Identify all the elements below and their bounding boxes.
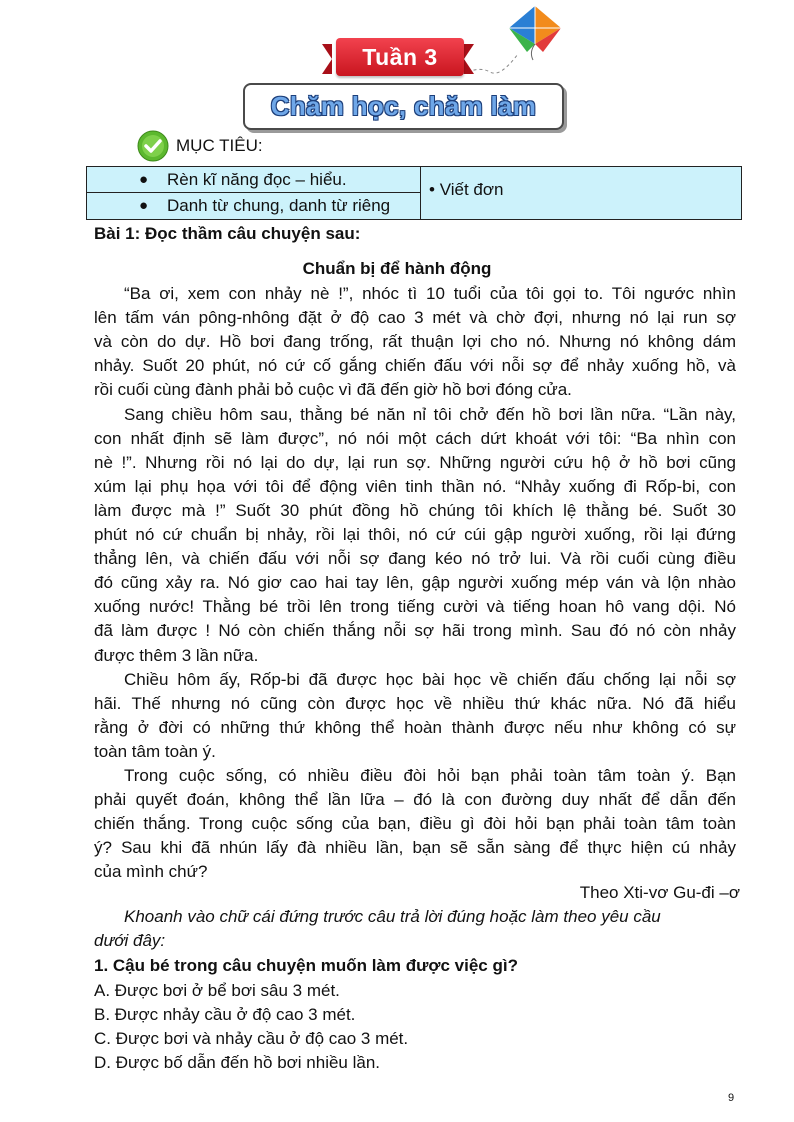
story-source: Theo Xti-vơ Gu-đi –ơ — [579, 883, 740, 902]
story-line: đó cũng xảy ra. Nó giơ cao hai tay lên, gập người xuống mép ván và lộn nhào — [94, 573, 736, 592]
question-text: 1. Cậu bé trong câu chuyện muốn làm được việc gì? — [94, 956, 518, 975]
story-line: thẳng lên, và chiến đấu với nỗi sợ đang kéo nó trở lui. Và rồi cuối cùng điều — [94, 549, 736, 568]
story-line: rằng ở đời có những thứ không thể hoàn thành được nếu như không có sự — [94, 718, 736, 737]
story-line: của mình chứ? — [94, 862, 208, 881]
story-line: con nhất định sẽ làm được”, nó nói một cách dứt khoát với tôi: “Ba nhìn con — [94, 429, 736, 448]
ribbon-tail-left — [322, 44, 332, 74]
answer-option[interactable]: B. Được nhảy cầu ở độ cao 3 mét. — [94, 1005, 356, 1024]
story-title: Chuẩn bị để hành động — [302, 259, 492, 278]
answer-option[interactable]: A. Được bơi ở bể bơi sâu 3 mét. — [94, 981, 340, 1000]
objective-row — [87, 193, 420, 219]
instruction-line: dưới đây: — [94, 931, 166, 950]
objective-text: Viết đơn — [439, 180, 504, 199]
story-line: nè !”. Nhưng rồi nó lại do dự, lại run sợ. Những người cứu hộ ở hồ bơi cũng — [94, 453, 736, 472]
story-line: Trong cuộc sống, có nhiều điều đòi hỏi bạn phải toàn tâm toàn ý. Bạn — [124, 766, 736, 785]
bullet: ● — [139, 171, 149, 188]
bullet: • — [429, 180, 435, 199]
story-line: xúm lại phụ họa với tôi để động viên tinh thần nó. “Nhảy xuống đi Rốp-bi, con — [94, 477, 736, 496]
story-line: xuống nước! Thằng bé trồi lên trong tiếng cười và tiếng hoan hô vang dội. Nó — [94, 597, 736, 616]
story-line: lên tấm ván pông-nhông đặt ở độ cao 3 mét và chờ đợi, nhưng nó lại run sợ — [94, 308, 736, 327]
objectives-left-column — [87, 167, 421, 219]
story-line: “Ba ơi, xem con nhảy nè !”, nhóc tì 10 tuổi của tôi gọi to. Tôi ngước nhìn — [124, 284, 736, 303]
story-line: rồi cuối cùng đành phải bỏ cuộc vì đã đến giờ hồ bơi đóng cửa. — [94, 380, 572, 399]
answer-option[interactable]: C. Được bơi và nhảy cầu ở độ cao 3 mét. — [94, 1029, 409, 1048]
story-line: toàn tâm toàn ý. — [94, 742, 216, 761]
answer-option[interactable]: D. Được bố dẫn đến hồ bơi nhiều lần. — [94, 1053, 381, 1072]
objective-text: Danh từ chung, danh từ riêng — [167, 196, 391, 215]
lesson-title: Chăm học, chăm làm — [243, 83, 564, 130]
story-line: Sang chiều hôm sau, thằng bé năn nỉ tôi chở đến hồ bơi lần nữa. “Lần này, — [124, 405, 736, 424]
story-line: được thêm 3 lần nữa. — [94, 646, 259, 665]
objective-row — [87, 167, 420, 193]
story-line: ý? Sau khi đã nhún lấy đà nhiều lần, bạn sẽ sẵn sàng để thực hiện cú nhảy — [94, 838, 736, 857]
exercise-heading: Bài 1: Đọc thầm câu chuyện sau: — [94, 224, 361, 243]
story-line: hãi. Thế nhưng nó cũng còn được học về nhiều thứ khác nữa. Nó đã hiểu — [94, 694, 736, 713]
bullet: ● — [139, 197, 149, 214]
page-number: 9 — [728, 1092, 735, 1104]
story-line: và còn do dự. Hồ bơi đang trống, rất thuận lợi cho nó. Nhưng nó không dám — [94, 332, 736, 351]
story-line: phải quyết đoán, không thể lần lữa – đó là con đường duy nhất để dẫn đến — [94, 790, 736, 809]
checkmark-icon — [137, 130, 169, 162]
ribbon-tail-right — [464, 44, 474, 74]
objective-text: Rèn kĩ năng đọc – hiểu. — [167, 170, 347, 189]
story-line: phút nó cứ chuẩn bị nhảy, rồi lại thôi, nó cứ cúi gập người xuống, rồi lại đứng — [94, 525, 736, 544]
objectives-label: MỤC TIÊU: — [176, 136, 263, 155]
story-line: đã làm được ! Nó còn chiến thắng nỗi sợ hãi trong mình. Sau đó nó còn nhảy — [94, 621, 736, 640]
kite-icon — [505, 4, 565, 62]
instruction-line: Khoanh vào chữ cái đứng trước câu trả lời đúng hoặc làm theo yêu cầu — [124, 907, 661, 926]
story-line: làm được mà !” Suốt 30 phút đồng hồ chúng tôi khích lệ thằng bé. Suốt 30 — [94, 501, 736, 520]
week-ribbon: Tuần 3 — [336, 38, 464, 76]
story-line: nhảy. Suốt 20 phút, nó cứ cố gắng chiến đấu với nỗi sợ để nhảy xuống hồ, và — [94, 356, 736, 375]
objectives-table — [86, 166, 742, 220]
story-line: chiến thắng. Trong cuộc sống của bạn, điều gì đòi hỏi bạn phải toàn tâm toàn — [94, 814, 736, 833]
objective-right — [429, 180, 503, 200]
story-line: Chiều hôm ấy, Rốp-bi đã được học bài học về chiến đấu chống lại nỗi sợ — [124, 670, 736, 689]
